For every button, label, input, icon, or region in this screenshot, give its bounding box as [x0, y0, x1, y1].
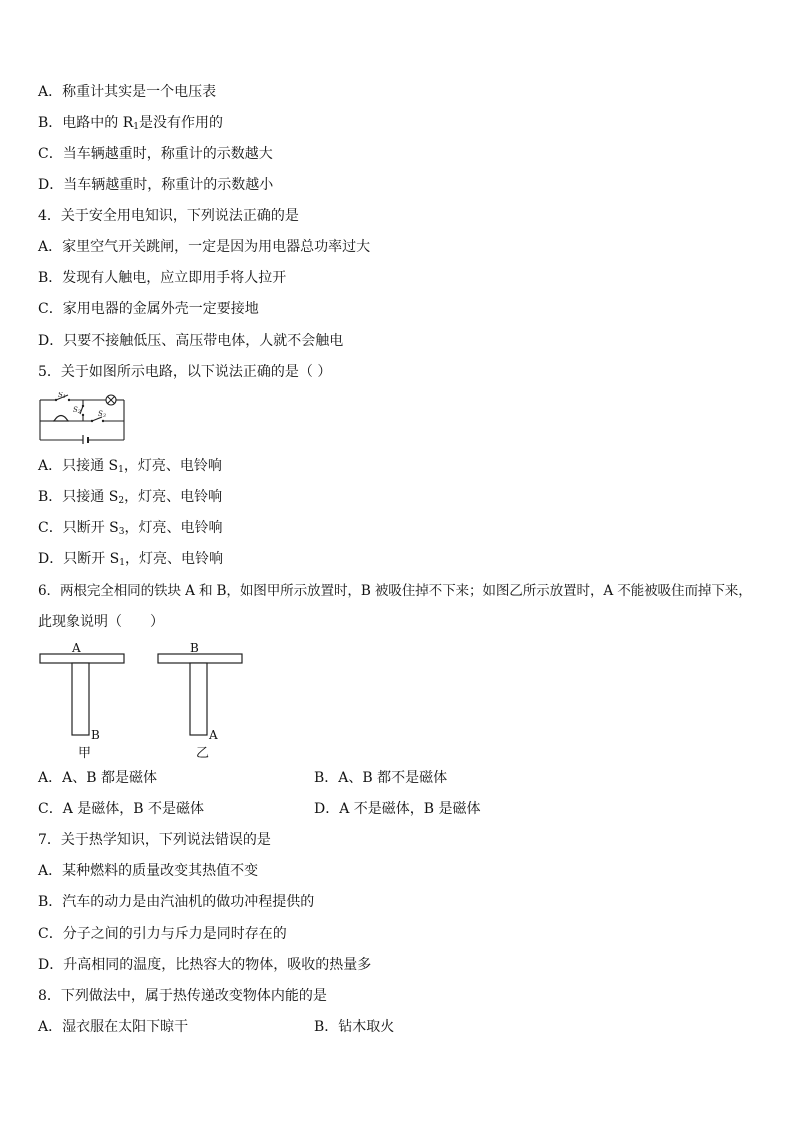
q5-label-s2-sub: 2 — [77, 409, 81, 415]
q7-option-d: D．升高相同的温度，比热容大的物体，吸收的热量多 — [38, 957, 372, 973]
svg-text:S2 — [73, 406, 81, 415]
q5-option-c — [38, 519, 223, 541]
q7-option-c: C．分子之间的引力与斥力是同时存在的 — [38, 926, 287, 942]
q5-option-c-pre: C．只断开 S — [38, 520, 119, 536]
q5-label-s2: S — [73, 406, 78, 414]
q4-option-b: B．发现有人触电，应立即用手将人拉开 — [38, 270, 287, 286]
q4-option-c: C．家用电器的金属外壳一定要接地 — [38, 301, 259, 317]
q5-option-d-pre: D．只断开 S — [38, 551, 120, 567]
q6-option-b: B．A、B 都不是磁体 — [314, 770, 448, 786]
q5-label-s1: S — [58, 392, 63, 399]
q5-option-a-pre: A．只接通 S — [38, 458, 119, 474]
q6-option-c: C．A 是磁体，B 不是磁体 — [38, 801, 205, 817]
jia-vertical-bar — [72, 663, 89, 735]
q5-option-d — [38, 550, 223, 572]
q3-option-b-sub: 1 — [133, 122, 140, 132]
q6-figure-jia — [38, 640, 130, 762]
yi-caption: 乙 — [196, 746, 210, 761]
q6-option-d: D．A 不是磁体，B 是磁体 — [314, 801, 481, 817]
yi-label-bottom: A — [209, 728, 218, 742]
q5-option-b — [38, 488, 222, 510]
q3-option-a: A．称重计其实是一个电压表 — [38, 84, 217, 100]
svg-text:S3 — [98, 410, 106, 419]
bell-icon — [53, 416, 69, 422]
q3-option-d: D．当车辆越重时，称重计的示数越小 — [38, 177, 274, 193]
q5-label-s3-sub: 3 — [102, 413, 106, 419]
yi-label-top: B — [190, 641, 199, 655]
q5-option-c-sub: 3 — [118, 527, 125, 537]
q6-figure-yi — [156, 640, 248, 762]
q5-option-d-post: ，灯亮、电铃响 — [125, 551, 223, 567]
q5-option-b-pre: B．只接通 S — [38, 489, 119, 505]
q5-option-b-sub: 2 — [118, 496, 125, 506]
q4-option-a: A．家里空气开关跳闸，一定是因为用电器总功率过大 — [38, 239, 371, 255]
q8-option-b: B．钻木取火 — [314, 1019, 395, 1035]
jia-top-bar — [40, 654, 124, 663]
q5-label-s3: S — [98, 410, 103, 418]
q3-option-b-pre: B．电路中的 R — [38, 115, 134, 131]
jia-caption: 甲 — [78, 746, 92, 761]
svg-text:S1 — [58, 392, 66, 400]
q3-option-c: C．当车辆越重时，称重计的示数越大 — [38, 146, 273, 162]
q3-option-b-post: 是没有作用的 — [139, 115, 224, 131]
q5-option-d-sub: 1 — [119, 558, 125, 568]
q7-option-b: B．汽车的动力是由汽油机的做功冲程提供的 — [38, 894, 315, 910]
q5-stem: 5．关于如图所示电路，以下说法正确的是（ ） — [38, 364, 332, 380]
q8-stem: 8．下列做法中，属于热传递改变物体内能的是 — [38, 988, 327, 1004]
q6-stem-line2: 此现象说明（ ） — [38, 614, 164, 630]
yi-top-bar — [158, 654, 242, 663]
jia-label-top: A — [72, 641, 81, 655]
yi-vertical-bar — [190, 663, 207, 735]
q4-stem: 4．关于安全用电知识，下列说法正确的是 — [38, 208, 299, 224]
q6-option-a: A．A、B 都是磁体 — [38, 770, 157, 786]
q5-circuit-diagram — [36, 392, 128, 444]
q8-option-a: A．湿衣服在太阳下晾干 — [38, 1019, 189, 1035]
lamp-icon — [106, 395, 116, 405]
q7-option-a: A．某种燃料的质量改变其热值不变 — [38, 863, 259, 879]
jia-label-bottom: B — [91, 728, 100, 742]
q6-stem-line1: 6．两根完全相同的铁块 A 和 B，如图甲所示放置时，B 被吸住掉不下来；如图乙所示放置时，A 不能被吸住而掉下来， — [38, 583, 752, 599]
battery-icon — [83, 435, 88, 444]
q7-stem: 7．关于热学知识，下列说法错误的是 — [38, 832, 271, 848]
q5-option-a-post: ，灯亮、电铃响 — [123, 458, 222, 474]
q5-option-a — [38, 457, 222, 479]
q5-option-b-post: ，灯亮、电铃响 — [124, 489, 223, 505]
q4-option-d: D．只要不接触低压、高压带电体，人就不会触电 — [38, 333, 344, 349]
q5-label-s1-sub: 1 — [62, 394, 66, 400]
q3-option-b — [38, 114, 223, 136]
q5-option-c-post: ，灯亮、电铃响 — [124, 520, 223, 536]
q5-option-a-sub: 1 — [118, 465, 124, 475]
